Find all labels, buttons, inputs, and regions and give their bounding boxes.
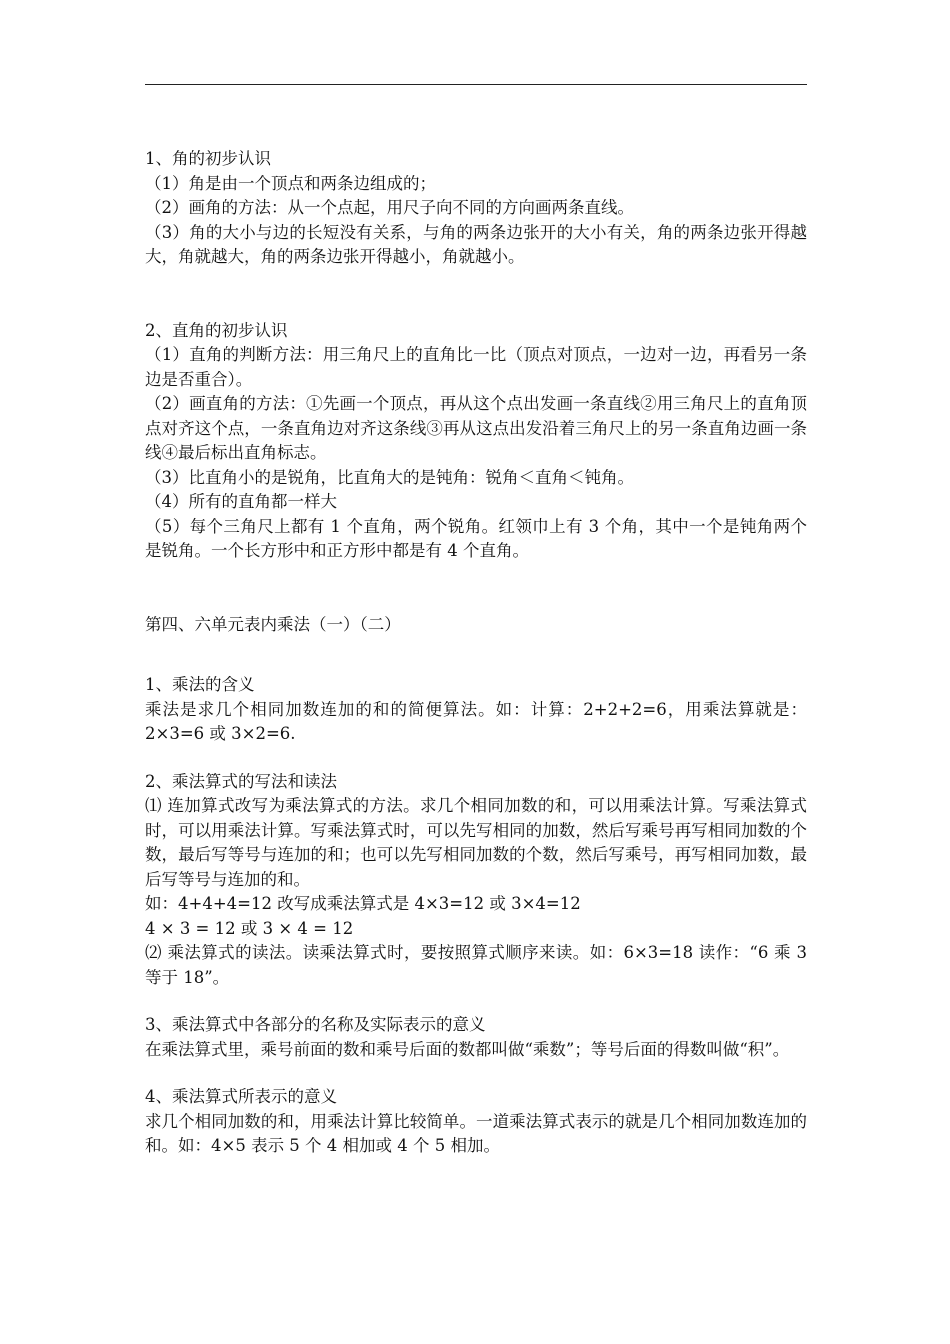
mult-writing-example-2: 4 × 3 = 12 或 3 × 4 = 12 <box>145 918 354 938</box>
header-rule <box>145 84 807 85</box>
right-angle-item-5: （5）每个三角尺上都有 1 个直角，两个锐角。红领巾上有 3 个角，其中一个是钝角两个是锐角。一个长方形中和正方形中都是有 4 个直角。 <box>145 516 807 560</box>
right-angle-item-3: （3）比直角小的是锐角，比直角大的是钝角：锐角＜直角＜钝角。 <box>145 467 634 487</box>
document-body <box>145 147 813 1159</box>
section-title-mult-parts: 3、乘法算式中各部分的名称及实际表示的意义 <box>145 1015 486 1034</box>
mult-parts-text: 在乘法算式里，乘号前面的数和乘号后面的数都叫做“乘数”；等号后面的得数叫做“积”。 <box>145 1039 790 1059</box>
mult-expression-text: 求几个相同加数的和，用乘法计算比较简单。一道乘法算式表示的就是几个相同加数连加的和。如：4×5 表示 5 个 4 相加或 4 个 5 相加。 <box>145 1111 807 1155</box>
right-angle-item-4: （4）所有的直角都一样大 <box>145 492 337 511</box>
section-title-angle: 1、角的初步认识 <box>145 149 271 168</box>
section-title-right-angle: 2、直角的初步认识 <box>145 320 288 340</box>
mult-meaning-text: 乘法是求几个相同加数连加的和的简便算法。如：计算：2+2+2=6，用乘法算就是：2×3=6 或 3×2=6. <box>145 699 807 743</box>
mult-writing-p1: ⑴ 连加算式改写为乘法算式的方法。求几个相同加数的和，可以用乘法计算。写乘法算式时，可以用乘法计算。写乘法算式时，可以先写相同的加数，然后写乘号再写相同加数的个数，最后写等号与连加的和；也可以先写相同加数的个数，然后写乘号，再写相同加数，最后写等号与连加的和。 <box>145 796 807 889</box>
right-angle-item-1: （1）直角的判断方法：用三角尺上的直角比一比（顶点对顶点，一边对一边，再看另一条边是否重合）。 <box>145 345 807 389</box>
mult-writing-p2: ⑵ 乘法算式的读法。读乘法算式时，要按照算式顺序来读。如：6×3=18 读作：“6 乘 3 等于 18”。 <box>145 943 813 987</box>
section-title-mult-expression: 4、乘法算式所表示的意义 <box>145 1087 337 1106</box>
mult-writing-example-1: 如：4+4+4=12 改写成乘法算式是 4×3=12 或 3×4=12 <box>145 894 581 913</box>
angle-item-1: （1）角是由一个顶点和两条边组成的； <box>145 173 436 193</box>
section-title-mult-writing: 2、乘法算式的写法和读法 <box>145 771 337 791</box>
unit-heading: 第四、六单元表内乘法（一）（二） <box>145 614 401 634</box>
section-title-mult-meaning: 1、乘法的含义 <box>145 675 255 694</box>
angle-item-2: （2）画角的方法：从一个点起，用尺子向不同的方向画两条直线。 <box>145 198 634 217</box>
angle-item-3: （3）角的大小与边的长短没有关系，与角的两条边张开的大小有关，角的两条边张开得越大，角就越大，角的两条边张开得越小，角就越小。 <box>145 222 807 266</box>
right-angle-item-2: （2）画直角的方法：①先画一个顶点，再从这个点出发画一条直线②用三角尺上的直角顶点对齐这个点，一条直角边对齐这条线③再从这点出发沿着三角尺上的另一条直角边画一条线④最后标出直角标志。 <box>145 394 807 462</box>
